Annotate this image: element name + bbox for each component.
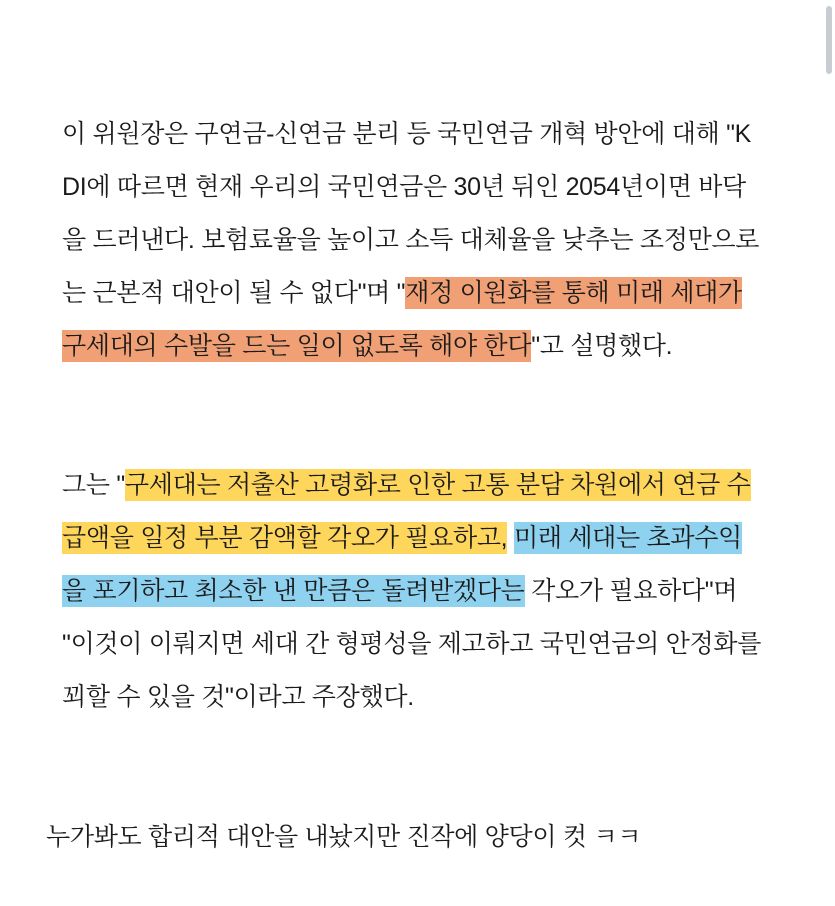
article-paragraph-1 [62, 108, 762, 373]
paragraph-1-text-before-highlight: 이 위원장은 구연금-신연금 분리 등 국민연금 개혁 방안에 대해 "KDI에 따르면 현재 우리의 국민연금은 30년 뒤인 2054년이면 바닥을 드러낸다. 보험료율을 높이고 소득 대체율을 낮추는 조정만으로는 근본적 대안이 될 수 없다"며 " [62, 120, 760, 307]
article-paragraph-2 [62, 459, 762, 724]
vertical-scrollbar[interactable] [821, 0, 835, 906]
paragraph-2-text-before-highlight: 그는 " [62, 471, 125, 499]
highlight-yellow-text: 구세대는 저출산 고령화로 인한 고통 분담 차원에서 연금 수급액을 일정 부분 감액할 각오가 필요하고, [62, 471, 751, 552]
paragraph-2-text-between-highlights [507, 524, 514, 552]
highlight-blue-text: 미래 세대는 초과수익을 포기하고 최소한 낸 만큼은 돌려받겠다는 [62, 524, 742, 605]
highlight-orange-text: 재정 이원화를 통해 미래 세대가 구세대의 수발을 드는 일이 없도록 해야 한다 [62, 279, 742, 360]
paragraph-1-text-after-highlight: "고 설명했다. [531, 332, 673, 360]
article-paragraph-3: 누가봐도 합리적 대안을 내놨지만 진작에 양당이 컷 ㅋㅋ [46, 823, 642, 851]
scrollbar-thumb[interactable] [826, 6, 832, 74]
paragraph-2-text-after-highlight: 각오가 필요하다"며 "이것이 이뤄지면 세대 간 형평성을 제고하고 국민연금의 안정화를 꾀할 수 있을 것"이라고 주장했다. [62, 577, 762, 711]
